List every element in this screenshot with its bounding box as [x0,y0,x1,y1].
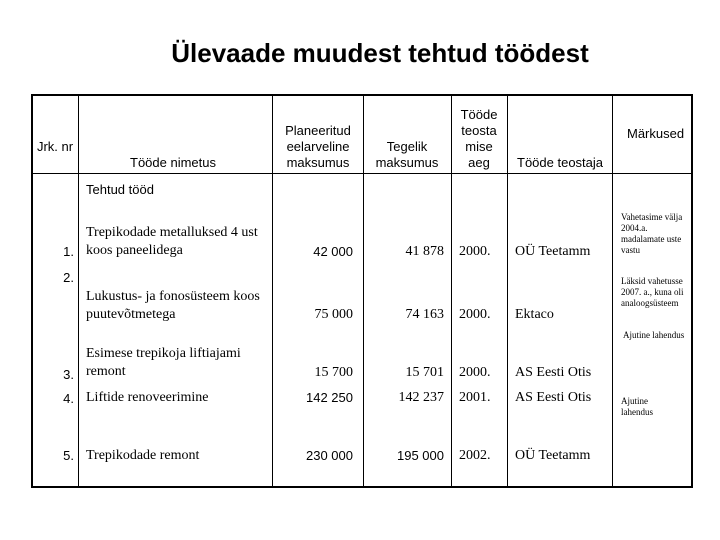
row-number: 5. [63,448,74,463]
page-title: Ülevaade muudest tehtud töödest [171,38,589,68]
row-planned-cost: 142 250 [306,390,353,405]
row-planned-cost: 75 000 [314,307,353,322]
row-note: Läksid vahetusse 2007. a., kuna oli analoogsüsteem [621,276,684,308]
row-contractor: Ektaco [515,307,554,322]
section-label: Tehtud tööd [86,182,154,197]
row-work-name: Liftide renoveerimine [86,390,209,405]
column-divider [363,94,364,488]
row-actual-cost: 41 878 [405,244,444,259]
row-time: 2000. [459,365,491,380]
row-time: 2000. [459,244,491,259]
row-work-name: Esimese trepikoja liftiajami remont [86,346,241,379]
row-planned-cost: 42 000 [313,244,353,259]
row-contractor: AS Eesti Otis [515,365,592,380]
header-teostaja: Tööde teostaja [517,155,604,170]
header-markused: Märkused [627,126,685,141]
header-jrk: Jrk. nr [36,139,74,154]
row-contractor: OÜ Teetamm [515,448,591,463]
row-number: 3. [63,367,74,382]
row-actual-cost: 142 237 [398,390,444,405]
row-number: 2. [63,270,74,285]
row-actual-cost: 195 000 [397,448,444,463]
header-aeg: Tööde teosta mise aeg [460,107,498,170]
row-time: 2001. [459,390,491,405]
row-contractor: AS Eesti Otis [515,390,592,405]
row-number: 1. [63,244,74,259]
header-nimetus: Tööde nimetus [130,155,216,170]
row-work-name: Trepikodade remont [86,448,200,463]
header-tegelik: Tegelik maksumus [375,139,439,170]
row-time: 2002. [459,448,491,463]
row-work-name: Lukustus- ja fonosüsteem koos puutevõtmetega [86,289,260,322]
row-planned-cost: 230 000 [306,448,353,463]
row-note: Vahetasime välja 2004.a. madalamate uste vastu [621,212,683,255]
column-divider [272,94,273,488]
column-divider [507,94,508,488]
row-work-name: Trepikodade metalluksed 4 ust koos paneelidega [86,225,258,258]
row-planned-cost: 15 700 [314,365,353,380]
row-actual-cost: 15 701 [405,365,444,380]
header-planeeritud: Planeeritud eelarveline maksumus [285,123,351,170]
row-contractor: OÜ Teetamm [515,244,591,259]
column-divider [451,94,452,488]
row-time: 2000. [459,307,491,322]
row-note: Ajutine lahendus [621,396,653,417]
column-divider [78,94,79,488]
row-number: 4. [63,391,74,406]
row-actual-cost: 74 163 [405,307,444,322]
row-note: Ajutine lahendus [623,330,685,340]
header-divider [31,173,693,174]
column-divider [612,94,613,488]
